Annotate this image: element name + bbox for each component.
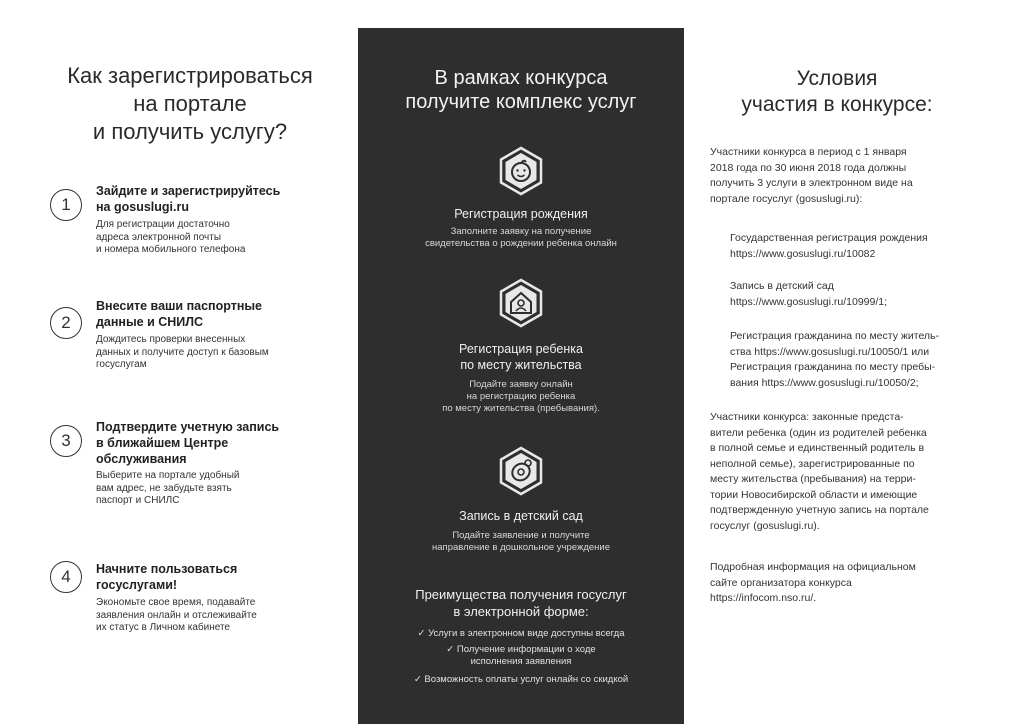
advantage-item: ✓ Услуги в электронном виде доступны всегда [417,628,625,639]
service-link-item: Запись в детский сад https://www.gosuslugi.ru/10999/1; [730,280,888,308]
step-description: Экономьте свое время, подавайте заявления онлайн и отслеживайте их статус в Личном кабинете [96,597,257,633]
step-title: Внесите ваши паспортные данные и СНИЛС [96,299,263,329]
conditions-title: Условия участия в конкурсе: [741,67,933,116]
house-child-icon [496,278,546,328]
baby-face-icon [496,146,546,196]
service-title: Регистрация рождения [454,207,588,221]
step-description: Выберите на портале удобный вам адрес, не забудьте взять паспорт и СНИЛС [96,470,240,506]
pacifier-icon [496,446,546,496]
advantage-item: ✓ Возможность оплаты услуг онлайн со скидкой [413,674,629,685]
step-number: 4 [50,561,82,593]
step-number: 3 [50,425,82,457]
step-title: Подтвердите учетную запись в ближайшем Центре обслуживания [96,420,280,466]
service-link-item: Регистрация гражданина по месту житель- ства https://www.gosuslugi.ru/10050/1 или Регистрация гражданина по месту пребы- вания https://www.gosuslugi.ru/10050/2; [730,330,940,389]
service-title: Регистрация ребенка по месту жительства [459,342,583,372]
service-title: Запись в детский сад [459,509,583,523]
more-info-text: Подробная информация на официальном сайте организатора конкурса https://infocom.nso.ru/. [710,561,916,604]
step-title: Начните пользоваться госуслугами! [96,562,238,592]
step-number: 2 [50,307,82,339]
service-description: Подайте заявление и получите направление в дошкольное учреждение [432,530,610,553]
advantages-title: Преимущества получения госуслуг в электронной форме: [415,587,627,619]
conditions-intro: Участники конкурса в период с 1 января 2018 года по 30 июня 2018 года должны получить 3 услуги в электронном виде на портале госуслуг (gosuslugi.ru): [710,146,913,205]
service-description: Подайте заявку онлайн на регистрацию ребенка по месту жительства (пребывания). [442,379,600,414]
service-description: Заполните заявку на получение свидетельства о рождении ребенка онлайн [425,226,617,249]
left-column [40,62,340,146]
right-column [706,66,968,118]
step-description: Для регистрации достаточно адреса электронной почты и номера мобильного телефона [96,219,246,255]
advantage-item: ✓ Получение информации о ходе исполнения заявления [446,644,596,667]
service-link-item: Государственная регистрация рождения https://www.gosuslugi.ru/10082 [730,232,928,260]
step-description: Дождитесь проверки внесенных данных и получите доступ к базовым госуслугам [96,334,269,370]
step-title: Зайдите и зарегистрируйтесь на gosuslugi.ru [96,184,281,214]
participants-text: Участники конкурса: законные предста- вители ребенка (один из родителей ребенка в полной семье и единственный родитель в неполной семье), зарегистрированные по месту жительства (пребывания) на терри- тории Новосибирской области и имеющие подтвержденную учетную запись на портале госуслуг (gosuslugi.ru). [710,411,929,532]
services-panel [358,28,684,724]
services-title: В рамках конкурса получите комплекс услуг [405,67,637,113]
step-number: 1 [50,189,82,221]
left-title: Как зарегистрироваться на портале и получить услугу? [67,63,313,144]
